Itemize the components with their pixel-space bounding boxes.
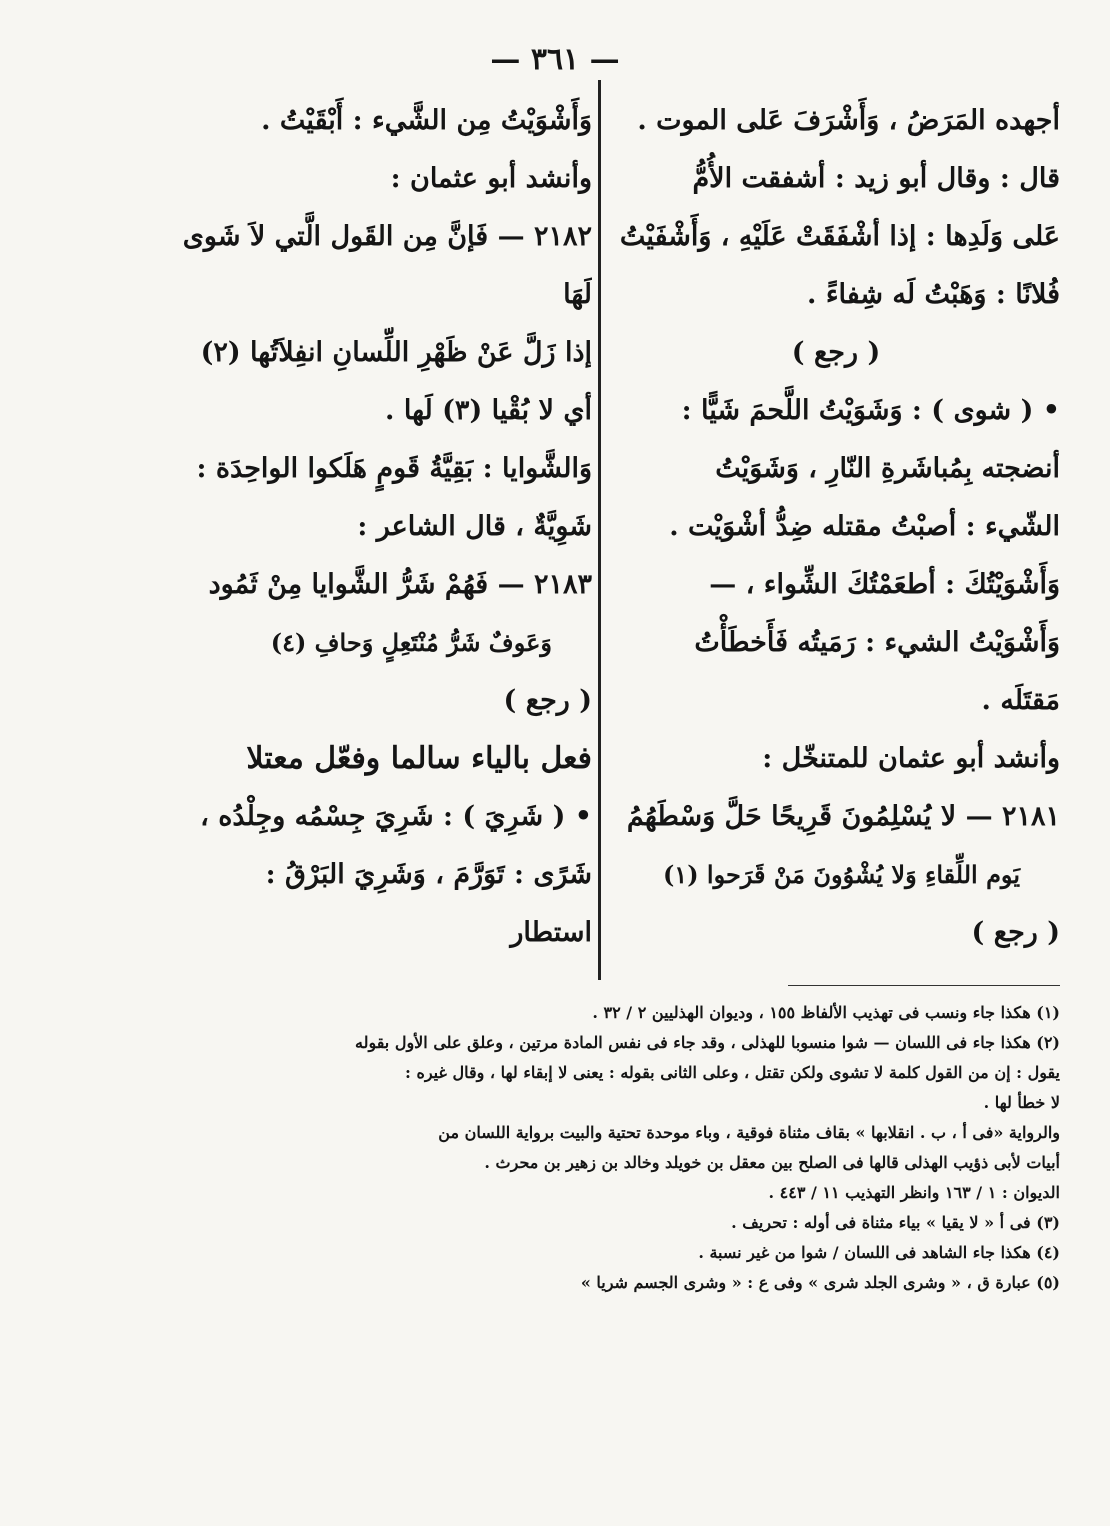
text-line: وَأَشْوَيْتُ الشيء : رَمَيتُه فَأَخطَأْتُ xyxy=(694,627,1060,658)
verse-line: ٢١٨٣ — فَهُمْ شَرُّ الشَّوايا مِنْ ثَمُود xyxy=(208,569,592,600)
page-number: — ٣٦١ — xyxy=(490,42,620,77)
column-divider xyxy=(598,80,601,980)
verse-line: وَعَوفٌ شَرُّ مُنْتَعِلٍ وَحافِ (٤) xyxy=(270,628,552,657)
right-column xyxy=(612,92,1060,962)
text-line: وَأَشْوَيْتُ مِن الشَّيء : أَبْقَيْتُ . xyxy=(261,105,592,136)
section-return-marker: ( رجع ) xyxy=(503,685,592,716)
text-line: مَقتَلَه . xyxy=(981,685,1060,716)
section-heading: فعل بالياء سالما وفعّل معتلا xyxy=(246,741,592,776)
footnote: (٥) عبارة ق ، « وشرى الجلد شرى » وفى ع : « وشرى الجسم شريا » xyxy=(580,1273,1060,1292)
text-line: الشّيء : أصبْتُ مقتله ضِدُّ أشْوَيْت . xyxy=(669,511,1060,542)
footnote-continuation: أبيات لأبى ذؤيب الهذلى قالها فى الصلح بين معقل بن خويلد وخالد بن زهير بن محرث . xyxy=(484,1153,1060,1172)
verse-line: ٢١٨١ — لا يُسْلِمُونَ قَرِيحًا حَلَّ وَسْطَهُمُ xyxy=(626,801,1060,832)
footnote-continuation: والرواية «فى أ ، ب . انقلابها » بقاف مثناة فوقية ، وباء موحدة تحتية والبيت برواية اللسان من xyxy=(438,1123,1060,1142)
text-line: أنضجته بِمُباشَرةِ النّارِ ، وَشَوَيْتُ xyxy=(715,453,1060,484)
section-return-marker: ( رجع ) xyxy=(791,337,881,368)
footnote-continuation: الديوان : ١ / ١٦٣ وانظر التهذيب ١١ / ٤٤٣ . xyxy=(768,1183,1060,1202)
footnote: (٣) فى أ « لا يقيا » بياء مثناة فى أوله : تحريف . xyxy=(731,1213,1060,1232)
footnote-continuation: يقول : إن من القول كلمة لا تشوى ولكن تقتل ، وعلى الثانى بقوله : يعنى لا إبقاء لها ، وقال غيره : xyxy=(404,1063,1060,1082)
verse-line: إذا زَلَّ عَنْ ظَهْرِ اللِّسانِ انفِلاَتُها (٢) xyxy=(200,337,592,368)
text-line: وَأَشْوَيْتُكَ : أطعَمْتُكَ الشِّواء ، — xyxy=(709,569,1060,600)
text-line: وَالشَّوايا : بَقِيَّةُ قَومٍ هَلَكوا الواحِدَة : xyxy=(196,453,592,484)
text-line: أجهده المَرَضُ ، وَأَشْرَفَ عَلى الموت . xyxy=(637,105,1060,136)
verse-line: ٢١٨٢ — فَإنَّ مِن القَول الَّتي لاَ شَوى لَهَا xyxy=(182,221,592,310)
entry-heading-line: • ( شَرِيَ ) : شَرِيَ جِسْمُه وجِلْدُه ، xyxy=(200,801,592,832)
verse-line: يَوم اللِّقاءِ وَلا يُشْوُونَ مَنْ قَرَحوا (١) xyxy=(662,860,1020,889)
text-line: شَوِيَّةٌ ، قال الشاعر : xyxy=(357,511,592,542)
text-line: فُلانًا : وَهَبْتُ لَه شِفاءً . xyxy=(807,279,1060,310)
entry-heading-line: • ( شوى ) : وَشَوَيْتُ اللَّحمَ شَيًّا : xyxy=(681,395,1060,426)
footnote-continuation: لا خطأ لها . xyxy=(983,1093,1060,1112)
verse-intro: وأنشد أبو عثمان : xyxy=(390,163,592,194)
section-return-marker: ( رجع ) xyxy=(971,917,1060,948)
left-column xyxy=(180,92,592,962)
footnote: (٤) هكذا جاء الشاهد فى اللسان / شوا من غير نسبة . xyxy=(698,1243,1060,1262)
footnote: (٢) هكذا جاء فى اللسان — شوا منسوبا للهذلى ، وقد جاء فى نفس المادة مرتين ، وعلق على الأول بقوله xyxy=(354,1033,1060,1052)
footnote-separator xyxy=(788,985,1060,986)
text-line: أي لا بُقْيا (٣) لَها . xyxy=(385,395,592,426)
footnote: (١) هكذا جاء ونسب فى تهذيب الألفاظ ١٥٥ ، وديوان الهذليين ٢ / ٣٢ . xyxy=(592,1003,1060,1022)
footnotes xyxy=(100,998,1060,1298)
text-line: شَرًى : تَوَرَّمَ ، وَشَرِيَ البَرْقُ : استطار xyxy=(265,859,592,948)
text-line: عَلى وَلَدِها : إذا أشْفَقَتْ عَلَيْهِ ، وَأَشْفَيْتُ xyxy=(619,221,1060,252)
verse-intro: وأنشد أبو عثمان للمتنخّل : xyxy=(762,743,1060,774)
text-line: قال : وقال أبو زيد : أشفقت الأُمُّ xyxy=(692,163,1060,194)
